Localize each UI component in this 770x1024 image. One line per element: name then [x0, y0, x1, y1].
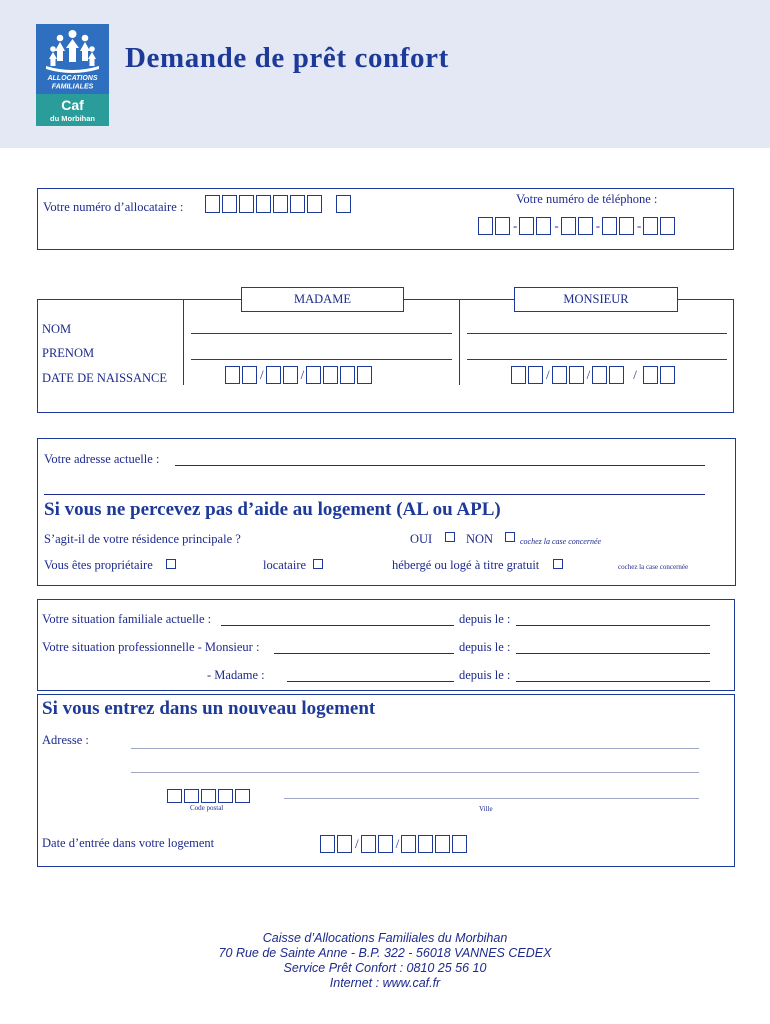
since-label: depuis le : — [459, 612, 511, 626]
telephone-label: Votre numéro de téléphone : — [516, 192, 658, 206]
since-label: depuis le : — [459, 640, 511, 654]
footer-line: 70 Rue de Sainte Anne - B.P. 322 - 56018 VANNES CEDEX — [218, 946, 552, 960]
tab-madame: MADAME — [241, 287, 404, 312]
char-box[interactable] — [619, 217, 634, 235]
madame-nom-field[interactable] — [191, 333, 452, 334]
char-box[interactable] — [452, 835, 467, 853]
madame-prenom-field[interactable] — [191, 359, 452, 360]
since-label: depuis le : — [459, 668, 511, 682]
current-address-field-line2[interactable] — [44, 494, 705, 495]
date-separator: / — [546, 367, 550, 383]
char-box[interactable] — [201, 789, 216, 803]
monsieur-nom-field[interactable] — [467, 333, 727, 334]
date-separator: / — [260, 367, 264, 383]
date-separator: / — [633, 367, 637, 383]
char-box[interactable] — [320, 835, 335, 853]
char-box[interactable] — [205, 195, 220, 213]
char-box[interactable] — [184, 789, 199, 803]
birth-date-label: DATE DE NAISSANCE — [42, 371, 167, 385]
new-address-field[interactable] — [131, 748, 699, 749]
tab-monsieur: MONSIEUR — [514, 287, 678, 312]
madame-professional-field[interactable] — [287, 681, 454, 682]
postal-code-caption: Code postal — [190, 804, 224, 812]
section-heading-no-aid: Si vous ne percevez pas d’aide au logement (AL ou APL) — [44, 499, 501, 520]
monsieur-professional-field[interactable] — [274, 653, 454, 654]
current-address-field[interactable] — [175, 465, 705, 466]
char-box[interactable] — [273, 195, 288, 213]
phone-separator: - — [513, 218, 518, 234]
char-box[interactable] — [511, 366, 526, 384]
family-situation-field[interactable] — [221, 625, 454, 626]
char-box[interactable] — [340, 366, 355, 384]
check-hint: cochez la case concernée — [520, 537, 602, 546]
logo-line2: FAMILIALES — [51, 83, 94, 91]
phone-separator: - — [637, 218, 642, 234]
date-separator: / — [355, 836, 359, 852]
char-box[interactable] — [242, 366, 257, 384]
current-address-label: Votre adresse actuelle : — [44, 452, 160, 466]
char-box[interactable] — [307, 195, 322, 213]
char-box[interactable] — [361, 835, 376, 853]
char-box[interactable] — [306, 366, 321, 384]
phone-separator: - — [554, 218, 559, 234]
nom-label: NOM — [42, 322, 72, 336]
footer-line: Internet : www.caf.fr — [329, 976, 441, 990]
hosted-label: hébergé ou logé à titre gratuit — [392, 558, 540, 572]
new-address-label: Adresse : — [42, 733, 89, 747]
prenom-label: PRENOM — [42, 346, 95, 360]
char-box[interactable] — [256, 195, 271, 213]
allocataire-number-field[interactable] — [205, 195, 353, 213]
char-box[interactable] — [536, 217, 551, 235]
persons-divider — [459, 299, 460, 385]
new-address-field-line2[interactable] — [131, 772, 699, 773]
page-title: Demande de prêt confort — [125, 42, 449, 74]
monsieur-birth-date-field[interactable] — [511, 366, 677, 384]
char-box[interactable] — [225, 366, 240, 384]
persons-divider — [183, 299, 184, 385]
char-box[interactable] — [418, 835, 433, 853]
tenant-checkbox[interactable] — [313, 559, 323, 569]
char-box[interactable] — [323, 366, 338, 384]
char-box[interactable] — [569, 366, 584, 384]
persons-box — [37, 299, 734, 413]
char-box[interactable] — [578, 217, 593, 235]
char-box[interactable] — [528, 366, 543, 384]
logo-sub: du Morbihan — [50, 114, 95, 123]
professional-situation-label: Votre situation professionnelle - Monsieur : — [42, 640, 260, 654]
main-residence-question: S’agit-il de votre résidence principale ? — [44, 532, 241, 546]
family-since-field[interactable] — [516, 625, 710, 626]
caf-logo — [36, 24, 109, 126]
char-box[interactable] — [478, 217, 493, 235]
char-box[interactable] — [660, 366, 675, 384]
char-box[interactable] — [435, 835, 450, 853]
telephone-field[interactable] — [478, 217, 677, 235]
owner-label: Vous êtes propriétaire — [44, 558, 153, 572]
tenant-label: locataire — [263, 558, 307, 572]
oui-label: OUI — [410, 532, 433, 546]
char-box[interactable] — [239, 195, 254, 213]
char-box[interactable] — [552, 366, 567, 384]
footer-line: Service Prêt Confort : 0810 25 56 10 — [283, 961, 487, 975]
char-box[interactable] — [283, 366, 298, 384]
date-separator: / — [586, 367, 591, 383]
phone-separator: - — [595, 218, 601, 234]
owner-checkbox[interactable] — [166, 559, 176, 569]
madame-birth-date-field[interactable] — [225, 366, 374, 384]
char-box[interactable] — [222, 195, 237, 213]
char-box[interactable] — [660, 217, 675, 235]
city-field[interactable] — [284, 798, 699, 799]
char-box[interactable] — [495, 217, 510, 235]
monsieur-since-field[interactable] — [516, 653, 710, 654]
char-box[interactable] — [592, 366, 607, 384]
date-separator: / — [300, 367, 305, 383]
char-box[interactable] — [643, 366, 658, 384]
caf-logo-graphic — [36, 24, 109, 126]
char-box[interactable] — [609, 366, 624, 384]
monsieur-prenom-field[interactable] — [467, 359, 727, 360]
madame-situation-label: - Madame : — [207, 668, 265, 682]
entry-date-field[interactable] — [320, 835, 469, 853]
char-box[interactable] — [561, 217, 576, 235]
char-box[interactable] — [266, 366, 281, 384]
char-box[interactable] — [401, 835, 416, 853]
char-box[interactable] — [519, 217, 534, 235]
entry-date-label: Date d’entrée dans votre logement — [42, 836, 215, 850]
hosted-checkbox[interactable] — [553, 559, 563, 569]
non-label: NON — [466, 532, 494, 546]
section-heading-new-housing: Si vous entrez dans un nouveau logement — [42, 698, 376, 719]
footer-line: Caisse d’Allocations Familiales du Morbihan — [262, 931, 508, 945]
madame-since-field[interactable] — [516, 681, 710, 682]
oui-checkbox[interactable] — [445, 532, 455, 542]
char-box[interactable] — [378, 835, 393, 853]
postal-code-field[interactable] — [167, 787, 252, 805]
char-box[interactable] — [357, 366, 372, 384]
char-box[interactable] — [290, 195, 305, 213]
char-box[interactable] — [218, 789, 233, 803]
char-box[interactable] — [235, 789, 250, 803]
logo-caf: Caf — [61, 97, 84, 113]
char-box[interactable] — [643, 217, 658, 235]
check-hint: cochez la case concernée — [618, 563, 689, 571]
char-box[interactable] — [337, 835, 352, 853]
non-checkbox[interactable] — [505, 532, 515, 542]
family-situation-label: Votre situation familiale actuelle : — [42, 612, 212, 626]
logo-line1: ALLOCATIONS — [47, 75, 98, 82]
char-box[interactable] — [602, 217, 617, 235]
char-box[interactable] — [167, 789, 182, 803]
char-box-key[interactable] — [336, 195, 351, 213]
city-caption: Ville — [479, 805, 493, 813]
date-separator: / — [395, 836, 400, 852]
allocataire-label: Votre numéro d’allocataire : — [43, 200, 184, 214]
